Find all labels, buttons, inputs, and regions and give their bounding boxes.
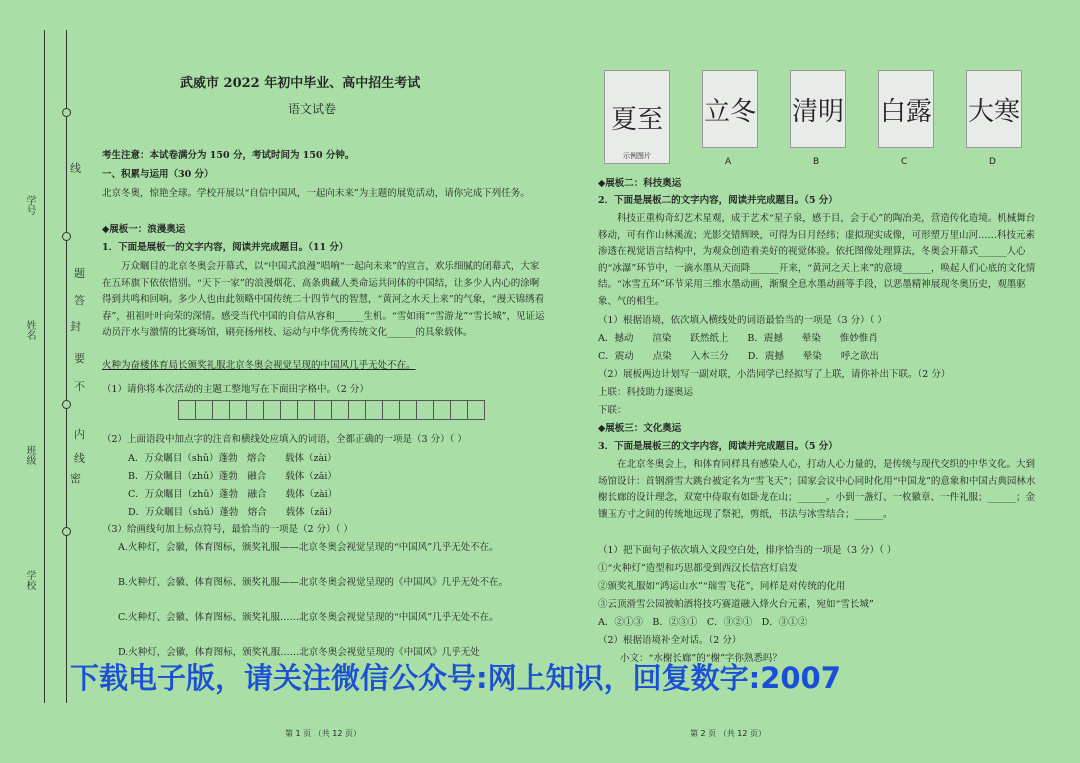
option-d[interactable]: D.火种灯，会徽，体育图标，颁奖礼服……北京冬奥会视觉呈现的《中国风》几乎无处 <box>118 647 480 658</box>
couplet-down[interactable]: 下联： <box>598 405 627 416</box>
calligraphy-image <box>790 70 846 148</box>
option-d[interactable]: D．万众瞩目（shǔ）蓬勃 熔合 载体（zǎi） <box>128 507 338 518</box>
subquestion: （1）请你将本次活动的主题工整地写在下面田字格中。（2 分） <box>102 384 369 395</box>
image-label: A <box>725 157 732 167</box>
section-heading: 一、积累与运用（30 分） <box>102 169 214 180</box>
binding-line <box>66 30 67 703</box>
passage-text: 在北京冬奥会上，和体育同样具有感染人心，打动人心力量的，是传统与现代交织的中华文化。大到场馆设计：首钢滑雪大跳台被定名为“雪飞天”；国家会议中心同时化用“中国龙”的意象和中国古典园林水榭长廊的设计理念，双宽中侍取有如卧龙在山；______。小到一盏灯、一枚徽章、一件礼服；______；金镶玉方寸之间的传统地远现了祭祀，剪纸，书法与冰雪结合；______。 <box>598 459 1036 520</box>
image-label: D <box>989 157 996 167</box>
calligraphy-image <box>878 70 934 148</box>
calligraphy-image <box>966 70 1022 148</box>
dialog-line: 小文：“水榭长廊”的“榭”字你熟悉吗？ <box>620 653 782 664</box>
option-row[interactable]: A．②①③ B．②③① C．③②① D．③①② <box>598 617 808 628</box>
page-number: 第 1 页 （共 12 页） <box>285 729 361 738</box>
option-b[interactable]: B．万众瞩目（zhǔ）蓬勃 融合 载体（zǎi） <box>128 471 337 482</box>
intro-text: 北京冬奥，惊艳全球。学校开展以“自信中国风，一起向未来”为主题的展览活动，请你完成下列任务。 <box>102 188 530 199</box>
option-row[interactable]: C．震动 点染 入木三分 D．震撼 晕染 呼之欲出 <box>598 351 879 362</box>
binding-margin <box>0 0 88 763</box>
board-heading: ◆展板二：科技奥运 <box>598 178 682 189</box>
calligraphy-text: 大寒 <box>967 96 1020 127</box>
passage-text: 万众瞩目的北京冬奥会开幕式，以“中国式浪漫”唱响“一起向未来”的宣言，欢乐细腻的闭幕式，大家在五环旗下依依惜别。“天下一家”的浪漫烟花、高条典藏人类命运共同体的中国结，让多少人内心的涂啊得到共鸣和回响。多少人也由此领略中国传统二十四节气的智慧，“黄河之水天上来”的气象，“漫天锦绣看春”，祖祖叶叶向荣的深情。感受当代中国的自信从容和______生机。“雪如雨”“雪游龙”“雪长城”，见证运动员汗水与激情的比赛场馆，刷亮扬州枝、运动与中华优秀传统文化______的具象载体。 <box>102 261 545 338</box>
question-heading: 2．下面是展板二的文字内容，阅读并完成题目。（5 分） <box>598 195 838 206</box>
school-label: 学校 <box>24 570 35 590</box>
underlined-sentence: 火种为奋楼体育局长颁奖礼服北京冬奥会视觉呈现的中国风几乎无处不在。 <box>102 360 416 371</box>
calligraphy-text: 白露 <box>879 96 932 127</box>
watermark-banner: 下载电子版，请关注微信公众号:网上知识，回复数字:2007 <box>70 661 841 695</box>
exam-subtitle: 语文试卷 <box>288 102 337 116</box>
writing-grid[interactable] <box>178 400 484 420</box>
sentence-item: ②颁奖礼服如“鸿运山水”“瑞雪飞花”，同样是对传统的化用 <box>598 581 846 592</box>
name-label: 姓名 <box>24 320 35 340</box>
option-c[interactable]: C．万众瞩目（zhǔ）蓬勃 融合 载体（zài） <box>128 489 338 500</box>
calligraphy-text: 夏至 <box>610 104 663 135</box>
binding-hole <box>62 108 71 117</box>
image-label: B <box>813 157 820 167</box>
board-heading: ◆展板一：浪漫奥运 <box>102 224 186 235</box>
binding-hole <box>62 527 71 536</box>
binding-hole <box>62 400 71 409</box>
calligraphy-image <box>702 70 758 148</box>
option-b[interactable]: B.火种灯、会徽、体育图标、颁奖礼服——北京冬奥会视觉呈现的《中国风》几乎无处不在。 <box>118 577 509 588</box>
seal-char: 内 <box>74 428 85 441</box>
seal-char: 题 <box>74 267 85 280</box>
subquestion: （1）把下面句子依次填入文段空白处，排序恰当的一项是（3 分）（ ） <box>598 545 897 556</box>
subquestion: （3）给画线句加上标点符号，最恰当的一项是（2 分）（ ） <box>102 524 353 535</box>
passage-text: 科技正重构奇幻艺术星观，成于艺术“星子泉，感于目，会于心”的陶冶美，营造传化造境。机械舞台移动，可有作山林溪流；光影交错辉映，可得为日月经纬；虚拟现实成像，可形塑万里山河……科技元素渗透在视觉语言结构中，为观众创造着美好的视觉体验。依托图像处理算法，冬奥会开幕式______人心的“冰瀑”环节中，一滴水墨从天而降______开来，“黄河之天上来”的意境______，唤起人们心底的文化情结。“冰雪五环”环节采用三维水墨动画，渐聚全息水墨动画等手段，以恶墨精神展现冬奥历史，观墨驱象、气的相生。 <box>598 213 1036 307</box>
couplet-up: 上联：科技助力逐奥运 <box>598 387 694 398</box>
seal-char: 线 <box>74 452 85 465</box>
calligraphy-text: 立冬 <box>703 96 756 127</box>
image-label: C <box>901 157 908 167</box>
option-row[interactable]: A．撼动 渲染 跃然纸上 B．震撼 晕染 惟妙惟肖 <box>598 333 878 344</box>
option-a[interactable]: A．万众瞩目（shǔ）蓬勃 熔合 载体（zài） <box>128 453 337 464</box>
question-heading: 3．下面是展板三的文字内容，阅读并完成题目。（5 分） <box>598 441 838 452</box>
question-heading: 1．下面是展板一的文字内容，阅读并完成题目。（11 分） <box>102 242 349 253</box>
subquestion: （2）上面语段中加点字的注音和横线处应填入的词语，全都正确的一项是（3 分）（ ） <box>102 434 467 445</box>
seal-mark: 封 <box>70 320 81 333</box>
exam-notice: 考生注意：本试卷满分为 150 分，考试时间为 150 分钟。 <box>102 150 355 161</box>
subquestion: （1）根据语境，依次填入横线处的词语最恰当的一项是（3 分）（ ） <box>598 315 887 326</box>
seal-char: 不 <box>74 380 85 393</box>
seal-char: 要 <box>74 352 85 365</box>
student-id-label: 学号 <box>24 195 35 215</box>
option-c[interactable]: C.火种灯、会徽、体育图标、颁奖礼服……北京冬奥会视觉呈现的“中国风”几乎无处不在。 <box>118 612 499 623</box>
subquestion: （2）根据语境补全对话。（2 分） <box>598 635 742 646</box>
image-caption: 示例图片 <box>623 152 651 160</box>
sentence-item: ①“火种灯”造型和巧思都受到西汉长信宫灯启发 <box>598 563 798 574</box>
option-a[interactable]: A.火种灯，会徽，体育图标，颁奖礼服——北京冬奥会视觉呈现的“中国风”几乎无处不在。 <box>118 542 499 553</box>
binding-line <box>44 30 45 703</box>
exam-title: 武威市 2022 年初中毕业、高中招生考试 <box>180 76 421 91</box>
sentence-item: ③云顶滑雪公园被帕酒将技巧赛道融入烽火台元素，宛如“雪长城” <box>598 599 874 610</box>
page-number: 第 2 页 （共 12 页） <box>690 729 766 738</box>
seal-mark: 线 <box>70 162 81 175</box>
seal-mark: 密 <box>70 472 81 485</box>
class-label: 班级 <box>24 445 35 465</box>
calligraphy-image <box>604 70 670 164</box>
seal-char: 答 <box>74 294 85 307</box>
binding-hole <box>62 232 71 241</box>
subquestion: （2）展板两边计划写一副对联，小浩同学已经拟写了上联，请你补出下联。（2 分） <box>598 369 951 380</box>
board-heading: ◆展板三：文化奥运 <box>598 423 682 434</box>
calligraphy-text: 清明 <box>791 96 844 127</box>
